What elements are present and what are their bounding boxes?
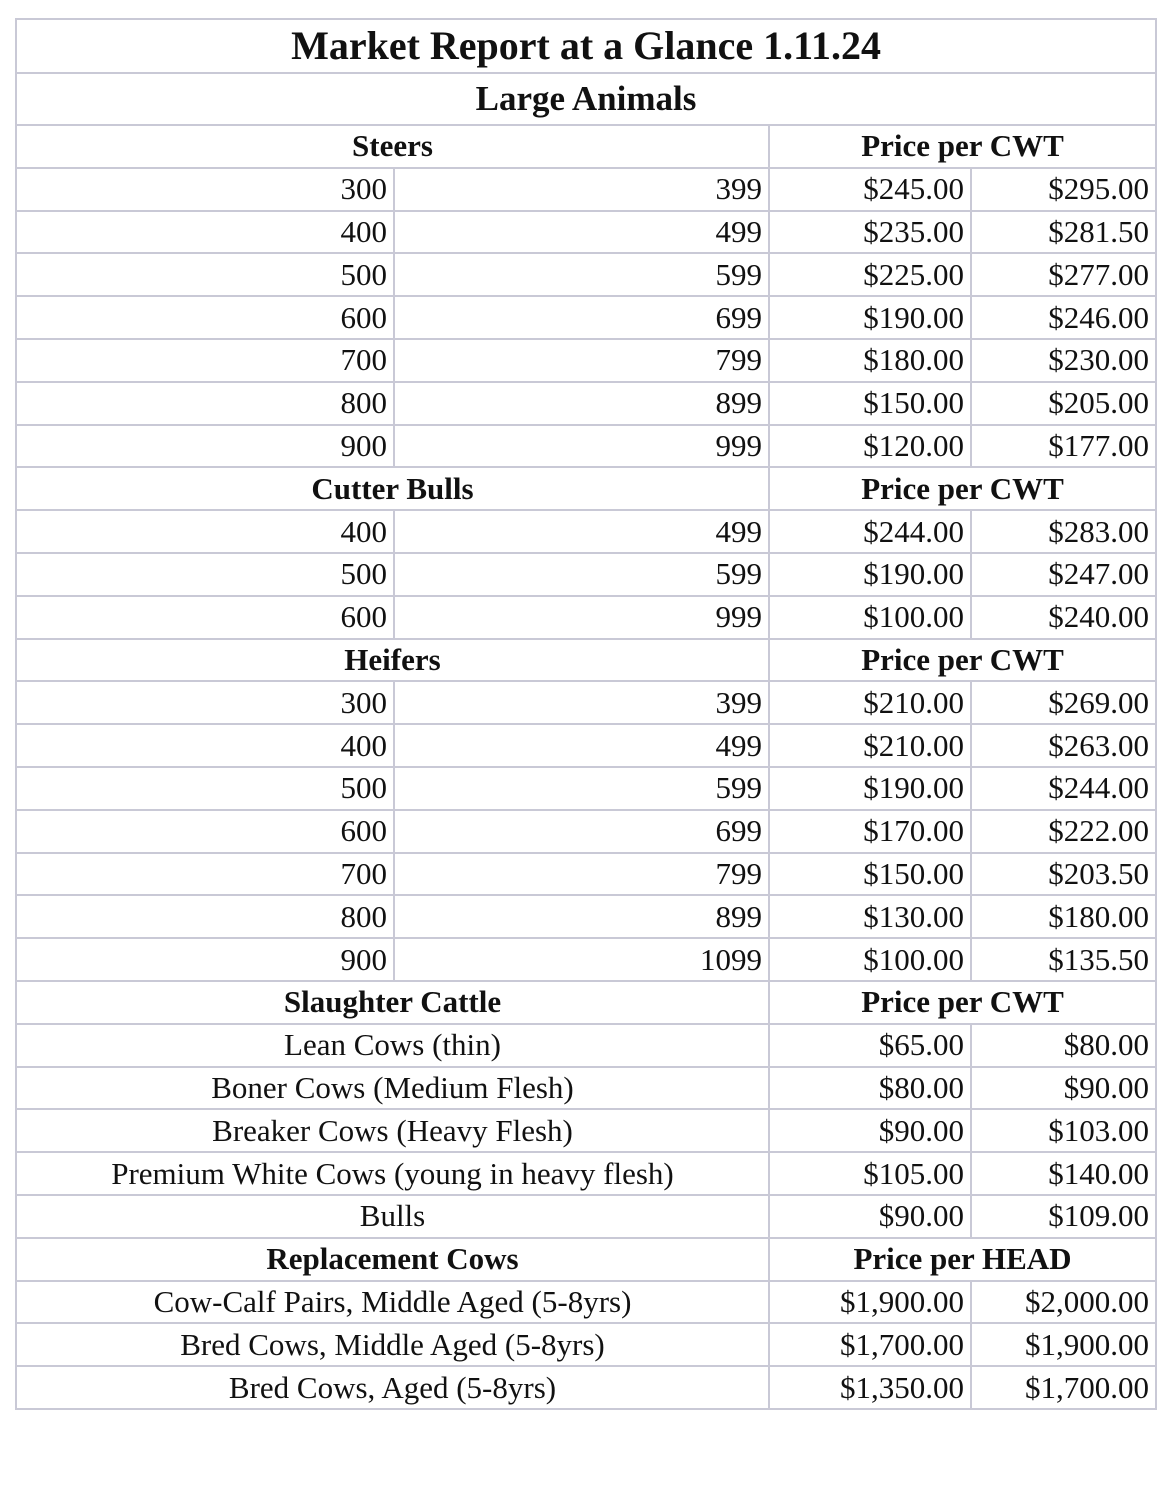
- price-high: $247.00: [971, 553, 1156, 596]
- table-row: [16, 938, 1156, 981]
- table-row: [16, 510, 1156, 553]
- table-row: [16, 253, 1156, 296]
- table-row: [16, 211, 1156, 254]
- price-low: $210.00: [769, 681, 971, 724]
- price-high: $281.50: [971, 211, 1156, 254]
- table-row: [16, 1067, 1156, 1110]
- price-low: $1,900.00: [769, 1281, 971, 1324]
- table-row: [16, 1195, 1156, 1238]
- price-low: $150.00: [769, 853, 971, 896]
- price-low: $65.00: [769, 1024, 971, 1067]
- price-low: $1,350.00: [769, 1366, 971, 1409]
- weight-from: 500: [16, 253, 394, 296]
- report-title: Market Report at a Glance 1.11.24: [16, 19, 1156, 73]
- weight-from: 800: [16, 895, 394, 938]
- price-low: $150.00: [769, 382, 971, 425]
- table-row: [16, 895, 1156, 938]
- weight-from: 500: [16, 553, 394, 596]
- weight-from: 400: [16, 211, 394, 254]
- price-unit-label: Price per CWT: [769, 981, 1156, 1024]
- price-low: $244.00: [769, 510, 971, 553]
- class-label: Premium White Cows (young in heavy flesh): [16, 1152, 769, 1195]
- table-row: [16, 810, 1156, 853]
- section-title: Slaughter Cattle: [16, 981, 769, 1024]
- price-unit-label: Price per CWT: [769, 639, 1156, 682]
- weight-to: 599: [394, 767, 769, 810]
- price-unit-label: Price per HEAD: [769, 1238, 1156, 1281]
- section-header-row: [16, 981, 1156, 1024]
- price-low: $190.00: [769, 553, 971, 596]
- table-row: [16, 1152, 1156, 1195]
- price-low: $190.00: [769, 296, 971, 339]
- table-row: [16, 339, 1156, 382]
- price-low: $190.00: [769, 767, 971, 810]
- weight-from: 400: [16, 510, 394, 553]
- price-high: $230.00: [971, 339, 1156, 382]
- table-row: [16, 296, 1156, 339]
- weight-to: 799: [394, 853, 769, 896]
- price-low: $80.00: [769, 1067, 971, 1110]
- table-row: [16, 1281, 1156, 1324]
- table-row: [16, 1024, 1156, 1067]
- weight-to: 699: [394, 810, 769, 853]
- title-row: [16, 19, 1156, 73]
- table-row: [16, 553, 1156, 596]
- table-row: [16, 1323, 1156, 1366]
- price-high: $103.00: [971, 1109, 1156, 1152]
- weight-to: 499: [394, 510, 769, 553]
- table-row: [16, 596, 1156, 639]
- price-low: $90.00: [769, 1195, 971, 1238]
- report-subtitle: Large Animals: [16, 73, 1156, 125]
- price-low: $235.00: [769, 211, 971, 254]
- weight-to: 899: [394, 382, 769, 425]
- price-high: $222.00: [971, 810, 1156, 853]
- section-header-row: [16, 125, 1156, 168]
- class-label: Cow-Calf Pairs, Middle Aged (5-8yrs): [16, 1281, 769, 1324]
- table-row: [16, 724, 1156, 767]
- weight-to: 1099: [394, 938, 769, 981]
- weight-from: 500: [16, 767, 394, 810]
- class-label: Breaker Cows (Heavy Flesh): [16, 1109, 769, 1152]
- weight-from: 700: [16, 339, 394, 382]
- price-low: $1,700.00: [769, 1323, 971, 1366]
- section-title: Cutter Bulls: [16, 467, 769, 510]
- price-low: $225.00: [769, 253, 971, 296]
- class-label: Bred Cows, Aged (5-8yrs): [16, 1366, 769, 1409]
- section-header-row: [16, 467, 1156, 510]
- price-high: $1,900.00: [971, 1323, 1156, 1366]
- market-report-table: [15, 18, 1157, 1410]
- table-row: [16, 1366, 1156, 1409]
- price-high: $205.00: [971, 382, 1156, 425]
- table-row: [16, 853, 1156, 896]
- price-high: $135.50: [971, 938, 1156, 981]
- price-low: $120.00: [769, 425, 971, 468]
- price-low: $100.00: [769, 596, 971, 639]
- price-high: $295.00: [971, 168, 1156, 211]
- class-label: Bulls: [16, 1195, 769, 1238]
- weight-from: 400: [16, 724, 394, 767]
- price-unit-label: Price per CWT: [769, 125, 1156, 168]
- weight-from: 600: [16, 596, 394, 639]
- price-high: $244.00: [971, 767, 1156, 810]
- weight-from: 900: [16, 938, 394, 981]
- price-high: $2,000.00: [971, 1281, 1156, 1324]
- section-header-row: [16, 1238, 1156, 1281]
- price-low: $105.00: [769, 1152, 971, 1195]
- price-high: $80.00: [971, 1024, 1156, 1067]
- weight-from: 300: [16, 168, 394, 211]
- price-low: $130.00: [769, 895, 971, 938]
- price-high: $180.00: [971, 895, 1156, 938]
- weight-from: 800: [16, 382, 394, 425]
- table-row: [16, 425, 1156, 468]
- price-high: $140.00: [971, 1152, 1156, 1195]
- weight-to: 499: [394, 211, 769, 254]
- price-high: $263.00: [971, 724, 1156, 767]
- price-high: $269.00: [971, 681, 1156, 724]
- price-high: $240.00: [971, 596, 1156, 639]
- weight-to: 399: [394, 681, 769, 724]
- price-low: $245.00: [769, 168, 971, 211]
- price-high: $177.00: [971, 425, 1156, 468]
- weight-from: 600: [16, 296, 394, 339]
- table-row: [16, 767, 1156, 810]
- section-title: Replacement Cows: [16, 1238, 769, 1281]
- price-low: $170.00: [769, 810, 971, 853]
- section-title: Steers: [16, 125, 769, 168]
- table-row: [16, 1109, 1156, 1152]
- weight-to: 999: [394, 425, 769, 468]
- class-label: Bred Cows, Middle Aged (5-8yrs): [16, 1323, 769, 1366]
- class-label: Lean Cows (thin): [16, 1024, 769, 1067]
- weight-to: 599: [394, 253, 769, 296]
- price-high: $246.00: [971, 296, 1156, 339]
- price-high: $109.00: [971, 1195, 1156, 1238]
- price-low: $90.00: [769, 1109, 971, 1152]
- price-unit-label: Price per CWT: [769, 467, 1156, 510]
- weight-from: 900: [16, 425, 394, 468]
- price-high: $283.00: [971, 510, 1156, 553]
- weight-to: 799: [394, 339, 769, 382]
- weight-to: 399: [394, 168, 769, 211]
- subtitle-row: [16, 73, 1156, 125]
- price-high: $277.00: [971, 253, 1156, 296]
- price-high: $90.00: [971, 1067, 1156, 1110]
- table-row: [16, 382, 1156, 425]
- section-header-row: [16, 639, 1156, 682]
- weight-to: 999: [394, 596, 769, 639]
- price-low: $210.00: [769, 724, 971, 767]
- table-row: [16, 681, 1156, 724]
- weight-from: 300: [16, 681, 394, 724]
- price-high: $203.50: [971, 853, 1156, 896]
- section-title: Heifers: [16, 639, 769, 682]
- weight-to: 899: [394, 895, 769, 938]
- weight-to: 699: [394, 296, 769, 339]
- weight-to: 499: [394, 724, 769, 767]
- weight-to: 599: [394, 553, 769, 596]
- price-low: $100.00: [769, 938, 971, 981]
- price-high: $1,700.00: [971, 1366, 1156, 1409]
- class-label: Boner Cows (Medium Flesh): [16, 1067, 769, 1110]
- table-row: [16, 168, 1156, 211]
- price-low: $180.00: [769, 339, 971, 382]
- weight-from: 700: [16, 853, 394, 896]
- weight-from: 600: [16, 810, 394, 853]
